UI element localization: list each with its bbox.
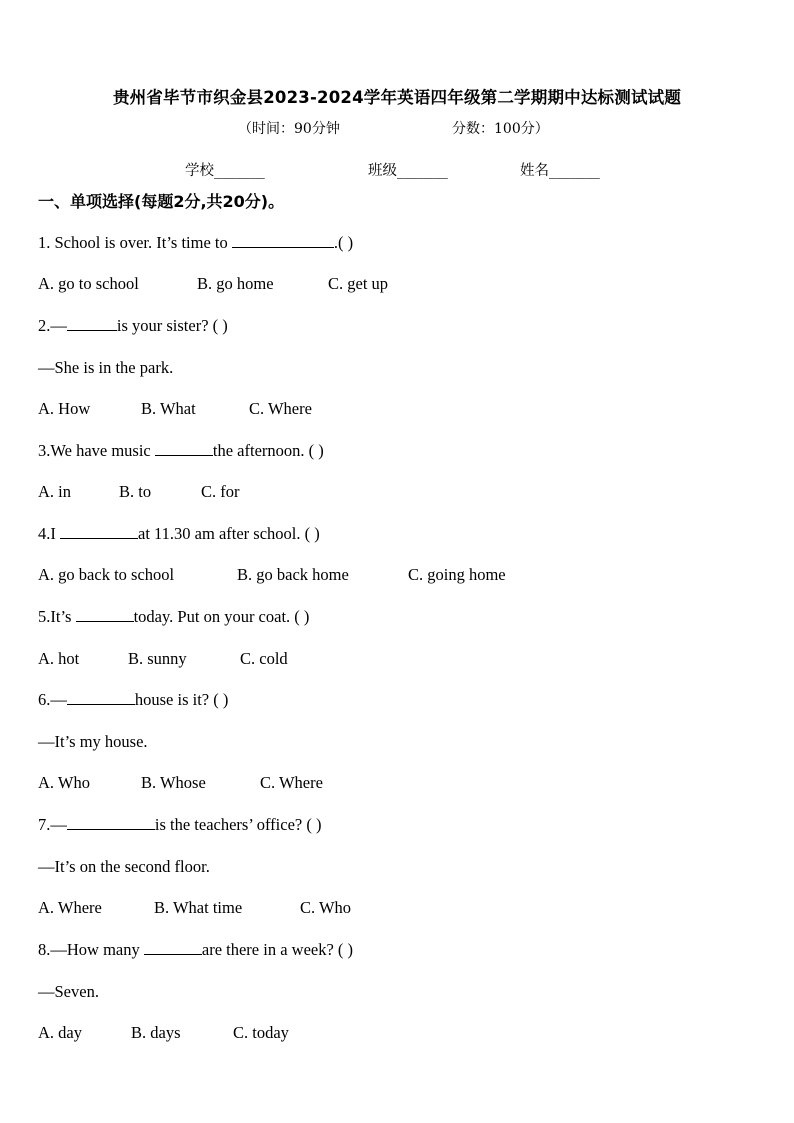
option-a: A. How bbox=[38, 399, 91, 418]
question-stem: are there in a week? ( ) bbox=[201, 940, 354, 959]
option-c: C. today bbox=[233, 1023, 289, 1042]
option-b: B. go back home bbox=[237, 565, 349, 584]
option-a: A. day bbox=[38, 1023, 82, 1042]
option-a: A. Where bbox=[38, 898, 102, 917]
option-a: A. Who bbox=[38, 773, 90, 792]
answer-blank bbox=[67, 316, 117, 331]
question-1 bbox=[38, 233, 353, 253]
question-2 bbox=[38, 316, 228, 336]
question-6-answer: —It’s my house. bbox=[38, 732, 148, 751]
question-3 bbox=[38, 441, 324, 461]
answer-blank bbox=[76, 607, 134, 622]
exam-score: 分数：100分） bbox=[452, 121, 549, 137]
question-stem: is the teachers’ office? ( ) bbox=[154, 815, 322, 834]
question-stem: today. Put on your coat. ( ) bbox=[133, 607, 310, 626]
question-2-answer: —She is in the park. bbox=[38, 358, 174, 377]
answer-blank bbox=[67, 690, 135, 705]
option-b: B. What time bbox=[154, 898, 243, 917]
question-stem: .( ) bbox=[333, 233, 354, 252]
question-7-answer: —It’s on the second floor. bbox=[38, 857, 210, 876]
answer-blank bbox=[232, 233, 334, 248]
name-field: 姓名_______ bbox=[520, 163, 600, 179]
option-b: B. to bbox=[119, 482, 152, 501]
option-a: A. go to school bbox=[38, 274, 139, 293]
option-b: B. What bbox=[141, 399, 196, 418]
question-stem: 6.— bbox=[38, 690, 67, 709]
question-4 bbox=[38, 524, 320, 544]
question-stem: 1. School is over. It’s time to bbox=[38, 233, 232, 252]
answer-blank bbox=[67, 815, 155, 830]
question-stem: 8.—How many bbox=[38, 940, 144, 959]
option-c: C. going home bbox=[408, 565, 506, 584]
question-stem: house is it? ( ) bbox=[134, 690, 229, 709]
question-stem: 4.I bbox=[38, 524, 60, 543]
question-stem: the afternoon. ( ) bbox=[212, 441, 324, 460]
question-stem: 3.We have music bbox=[38, 441, 155, 460]
option-b: B. Whose bbox=[141, 773, 206, 792]
class-field: 班级_______ bbox=[368, 163, 448, 179]
question-stem: is your sister? ( ) bbox=[116, 316, 228, 335]
section-title: 一、单项选择(每题2分,共20分)。 bbox=[38, 192, 285, 211]
question-stem: at 11.30 am after school. ( ) bbox=[138, 524, 320, 543]
option-b: B. sunny bbox=[128, 649, 187, 668]
option-b: B. days bbox=[131, 1023, 181, 1042]
option-a: A. hot bbox=[38, 649, 80, 668]
option-c: C. Who bbox=[300, 898, 352, 917]
answer-blank bbox=[144, 940, 202, 955]
option-c: C. get up bbox=[328, 274, 389, 293]
question-stem: 5.It’s bbox=[38, 607, 76, 626]
exam-time: （时间：90分钟 bbox=[238, 121, 340, 137]
option-a: A. go back to school bbox=[38, 565, 175, 584]
question-6 bbox=[38, 690, 228, 710]
option-b: B. go home bbox=[197, 274, 274, 293]
option-c: C. for bbox=[201, 482, 240, 501]
question-5 bbox=[38, 607, 309, 627]
question-stem: 2.— bbox=[38, 316, 67, 335]
option-c: C. Where bbox=[260, 773, 323, 792]
answer-blank bbox=[155, 441, 213, 456]
question-8-answer: —Seven. bbox=[38, 982, 99, 1001]
option-c: C. Where bbox=[249, 399, 312, 418]
option-a: A. in bbox=[38, 482, 71, 501]
question-7 bbox=[38, 815, 321, 835]
option-c: C. cold bbox=[240, 649, 288, 668]
exam-title: 贵州省毕节市织金县2023-2024学年英语四年级第二学期期中达标测试试题 bbox=[112, 88, 682, 107]
school-field: 学校_______ bbox=[185, 163, 265, 179]
question-stem: 7.— bbox=[38, 815, 67, 834]
question-8 bbox=[38, 940, 353, 960]
answer-blank bbox=[60, 524, 138, 539]
